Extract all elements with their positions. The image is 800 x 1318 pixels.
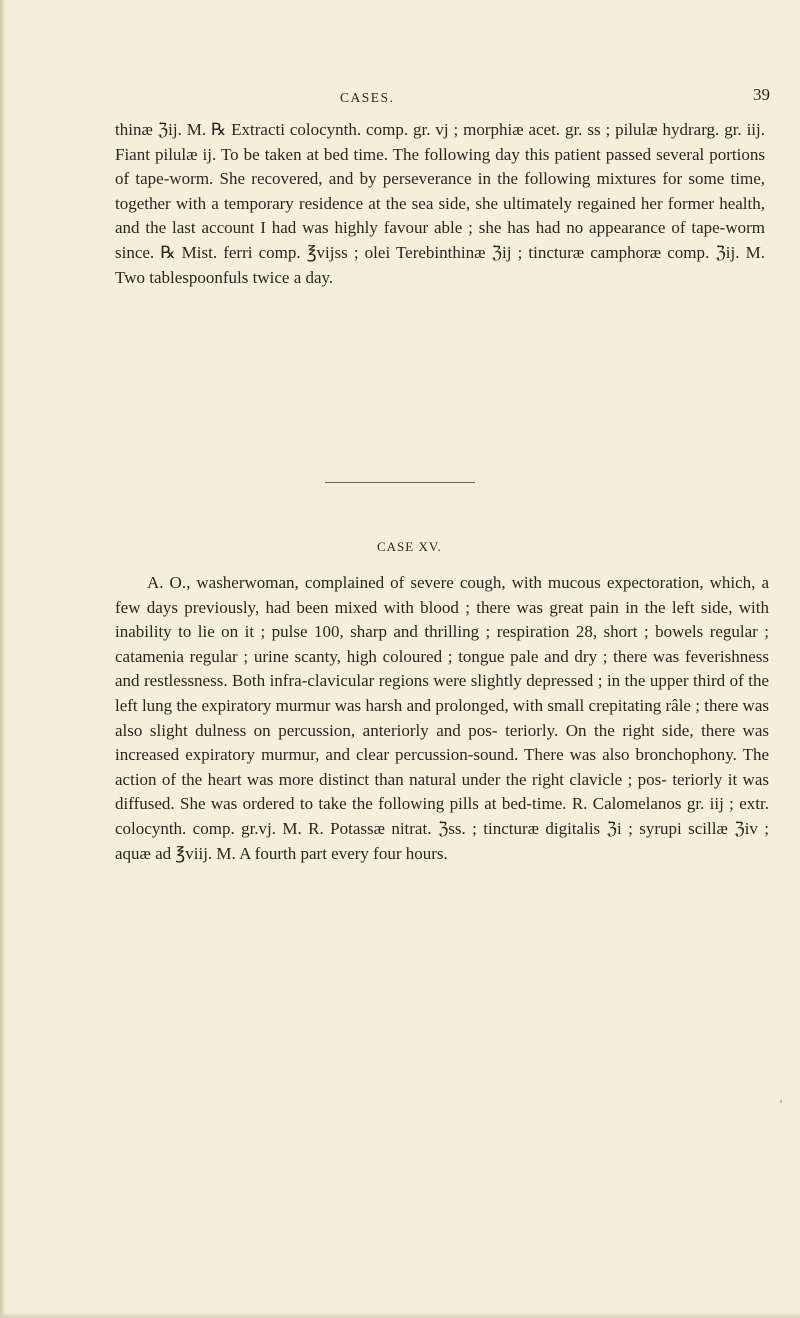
running-head: CASES.: [340, 90, 395, 105]
paragraph-prescription: thinæ ℨij. M. ℞ Extracti colocynth. comp. gr. vj ; morphiæ acet. gr. ss ; pilulæ hydrarg. gr. iij. Fiant pilulæ ij. To be taken at bed time. The following day this patient passed several portions of tape-worm. She recovered, and by perseverance in the following mixtures for some time, together with a temporary residence at the sea side, she ultimately regained her former health, and the last account I had was highly favour able ; she has had no appearance of tape-worm since. ℞ Mist. ferri comp. ℥vijss ; olei Terebinthinæ ℨij ; tincturæ camphoræ comp. ℨij. M. Two tablespoonfuls twice a day.: [115, 120, 765, 287]
page-gutter-shadow: [0, 0, 6, 1318]
case-heading: CASE XV.: [377, 539, 442, 554]
section-divider: [325, 482, 475, 483]
page-bottom-edge: [0, 1312, 800, 1318]
paragraph-case-xv: A. O., washerwoman, complained of severe cough, with mucous expectoration, which, a few days previously, had been mixed with blood ; there was great pain in the left side, with inability to lie on it ; pulse 100, sharp and thrilling ; respiration 28, short ; bowels regular ; catamenia regular ; urine scanty, high coloured ; tongue pale and dry ; there was feverishness and restlessness. Both infra-clavicular regions were slightly depressed ; in the upper third of the left lung the expiratory murmur was harsh and prolonged, with small crepitating râle ; there was also slight dulness on percussion, anteriorly and pos- teriorly. On the right side, there was increased expiratory murmur, and clear percussion-sound. There was also bronchophony. The action of the heart was more distinct than natural under the right clavicle ; pos- teriorly it was diffused. She was ordered to take the following pills at bed-time. R. Calomelanos gr. iij ; extr. colocynth. comp. gr.vj. M. R. Potassæ nitrat. ℨss. ; tincturæ digitalis ℨi ; syrupi scillæ ℨiv ; aquæ ad ℥viij. M. A fourth part every four hours.: [115, 573, 769, 863]
page-number: 39: [753, 85, 770, 104]
margin-tick: ': [780, 1097, 783, 1111]
